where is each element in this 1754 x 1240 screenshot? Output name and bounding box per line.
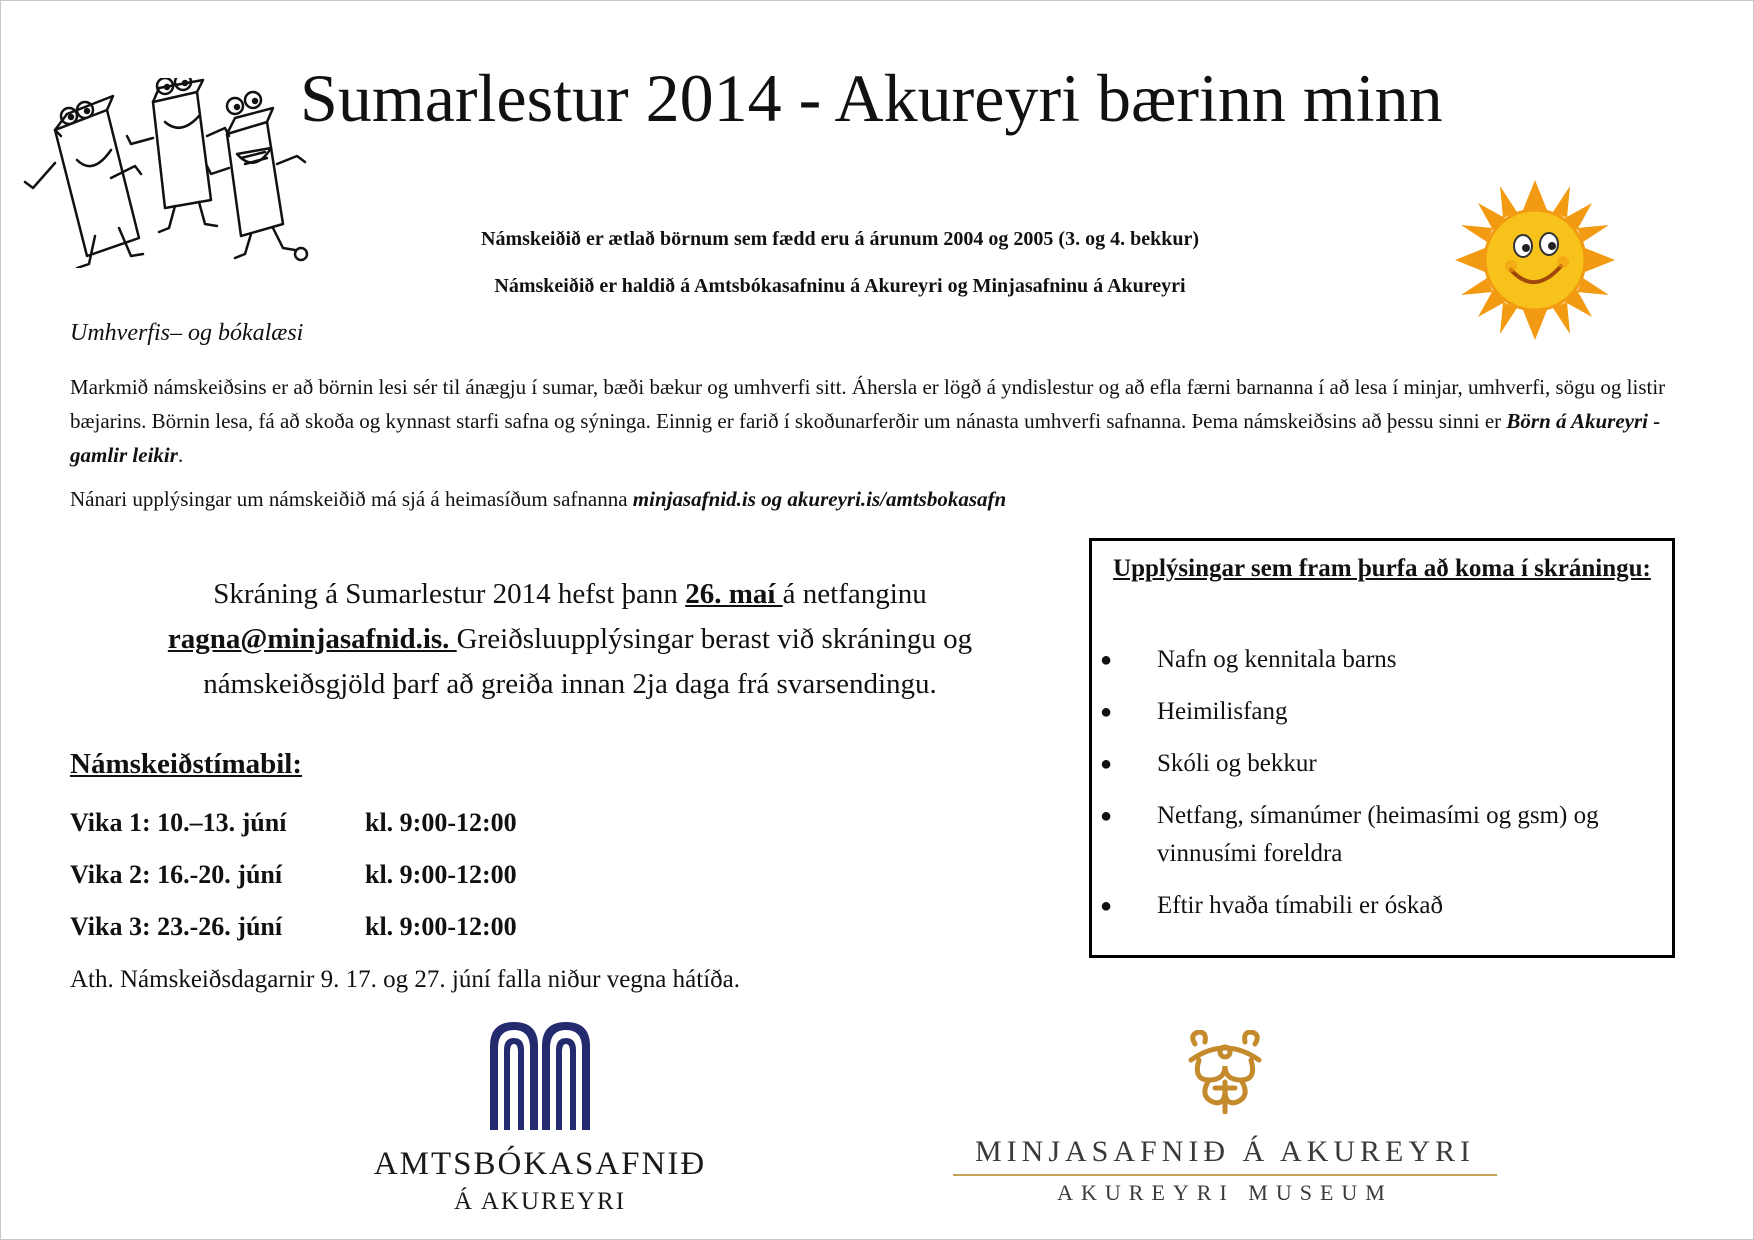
more-info-paragraph: [70, 487, 1670, 512]
amtsbokasafnid-logo: [345, 1018, 735, 1218]
week-time: kl. 9:00-12:00: [365, 808, 517, 837]
minjasafnid-logo: [945, 1030, 1505, 1220]
list-item-text: Heimilisfang: [1157, 698, 1288, 725]
bullet-icon: ●: [1100, 753, 1113, 775]
bullet-icon: ●: [1100, 701, 1113, 723]
intro-line-age: Námskeiðið er ætlað börnum sem fædd eru á árunum 2004 og 2005 (3. og 4. bekkur): [481, 228, 1199, 250]
description-text: Markmið námskeiðsins er að börnin lesi sér til ánægju í sumar, bæði bækur og umhverfi sitt. Áhersla er lögð á yndislestur og að efla færni barnanna í að lesa í minjar, umhverfi, sögu og listir bæjarins. Börnin lesa, fá að skoða og kynnast starfi safna og sýninga. Einnig er farið í skoðunarferðir um nánasta umhverfi safnanna. Þema námskeiðsins að þessu sinni er: [70, 375, 1666, 433]
holiday-note: Ath. Námskeiðsdagarnir 9. 17. og 27. júní falla niður vegna hátíða.: [70, 966, 740, 993]
list-item-text: Skóli og bekkur: [1157, 750, 1317, 777]
week-label: Vika 1: 10.–13. júní: [70, 808, 287, 837]
week-time: kl. 9:00-12:00: [365, 912, 517, 941]
theme-text: Börn á Akureyri - gamlir leikir: [70, 409, 1661, 467]
minja-ornament-icon: [1185, 1030, 1265, 1114]
week-label: Vika 2: 16.-20. júní: [70, 860, 283, 889]
bullet-icon: ●: [1100, 649, 1113, 671]
list-item-text: Nafn og kennitala barns: [1157, 646, 1397, 673]
minja-logo-subtitle: AKUREYRI MUSEUM: [1057, 1180, 1393, 1205]
list-item-text: Netfang, símanúmer (heimasími og gsm) og vinnusími foreldra: [1157, 802, 1599, 867]
list-item: [1092, 641, 1672, 679]
registration-date: 26. maí: [685, 578, 783, 610]
description-paragraph: [70, 370, 1670, 472]
dancing-books-icon: [15, 78, 325, 268]
website-links[interactable]: minjasafnid.is og akureyri.is/amtsbokasafn: [632, 487, 1007, 511]
info-box-heading: Upplýsingar sem fram þurfa að koma í skráningu:: [1113, 555, 1651, 582]
info-list: [1092, 641, 1672, 939]
registration-paragraph: [100, 572, 1040, 707]
week-time: kl. 9:00-12:00: [365, 860, 517, 889]
page-title: Sumarlestur 2014 - Akureyri bærinn minn: [300, 60, 1443, 136]
registration-text: Skráning á Sumarlestur 2014 hefst þann: [213, 578, 686, 610]
minja-logo-name: MINJASAFNIÐ Á AKUREYRI: [974, 1135, 1476, 1168]
registration-info-box: [1089, 538, 1675, 958]
list-item: [1092, 693, 1672, 731]
list-item: [1092, 887, 1672, 925]
more-info-text: Nánari upplýsingar um námskeiðið má sjá á heimasíðum safnanna: [70, 487, 633, 511]
list-item: [1092, 745, 1672, 783]
week-row: [70, 912, 517, 942]
week-row: [70, 808, 517, 838]
amts-logo-subtitle: Á AKUREYRI: [453, 1188, 627, 1215]
week-label: Vika 3: 23.-26. júní: [70, 912, 283, 941]
period-heading: Námskeiðstímabil:: [70, 748, 302, 780]
section-heading: Umhverfis– og bókalæsi: [70, 320, 304, 346]
intro-line-location: Námskeiðið er haldið á Amtsbókasafninu á Akureyri og Minjasafninu á Akureyri: [494, 275, 1186, 297]
list-item: [1092, 797, 1672, 873]
description-end: .: [177, 443, 184, 467]
bullet-icon: ●: [1100, 805, 1113, 827]
week-row: [70, 860, 517, 890]
registration-email-link[interactable]: ragna@minjasafnid.is.: [167, 623, 457, 655]
registration-text-2: á netfanginu: [782, 578, 927, 610]
bullet-icon: ●: [1100, 895, 1113, 917]
minja-logo-divider: [953, 1174, 1497, 1176]
list-item-text: Eftir hvaða tímabili er óskað: [1157, 892, 1444, 919]
registration-text-3: Greiðsluupplýsingar berast við skráningu og námskeiðsgjöld þarf að greiða innan 2ja daga frá svarsendingu.: [203, 623, 973, 700]
amts-logo-name: AMTSBÓKASAFNIÐ: [373, 1146, 707, 1182]
smiling-sun-icon: [1455, 180, 1615, 340]
amts-logo-icon: [490, 1018, 590, 1130]
